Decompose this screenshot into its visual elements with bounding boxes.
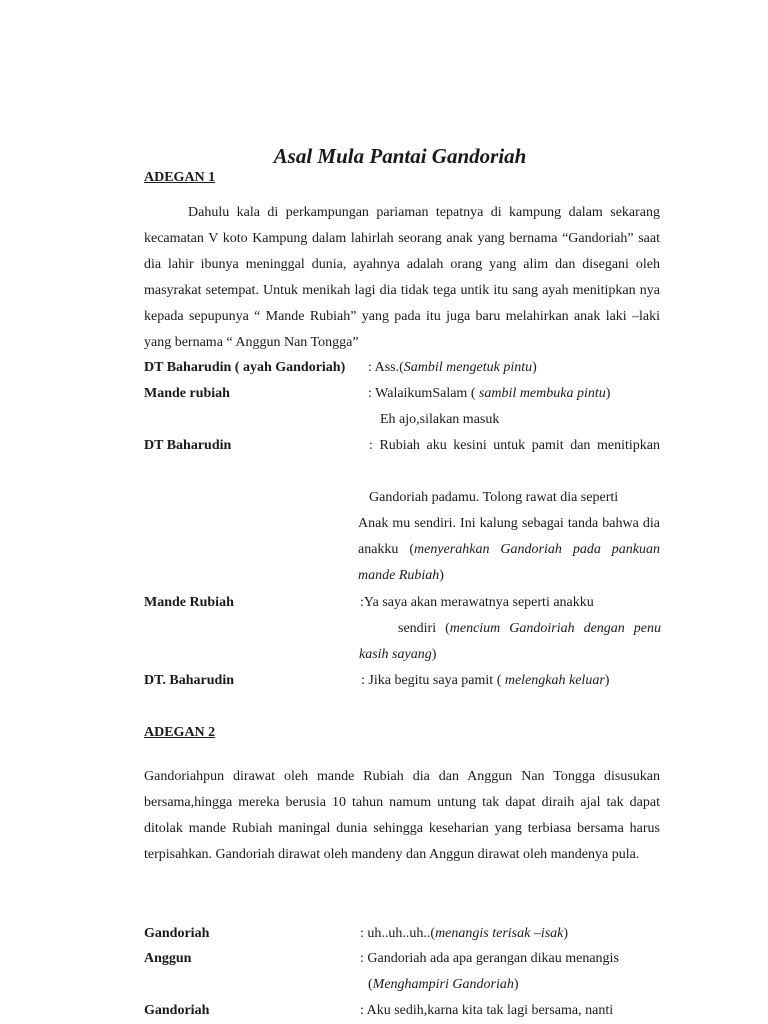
dialogue-speaker: Gandoriah	[144, 926, 210, 941]
scene-2-heading: ADEGAN 2	[144, 725, 216, 740]
dialogue-line: : Jika begitu saya pamit ( melengkah keluar)	[361, 673, 610, 688]
dialogue-speaker: DT. Baharudin	[144, 673, 234, 688]
dialogue-line: : Gandoriah ada apa gerangan dikau menangis	[360, 951, 619, 966]
dialogue-line: Eh ajo,silakan masuk	[380, 412, 500, 427]
scene-1-heading: ADEGAN 1	[144, 170, 216, 185]
stage-direction: Menghampiri Gandoriah	[372, 977, 514, 992]
dialogue-line: : WalaikumSalam ( sambil membuka pintu)	[368, 386, 611, 401]
stage-direction: menyerahkan Gandoriah pada pankuan mande Rubiah	[358, 542, 660, 583]
dialogue-line: :Ya saya akan merawatnya seperti anakku	[360, 595, 594, 610]
document-title: Asal Mula Pantai Gandoriah	[273, 144, 527, 168]
stage-direction: melengkah keluar	[504, 673, 605, 688]
dialogue-block: Anak mu sendiri. Ini kalung sebagai tanda bahwa dia anakku (menyerahkan Gandoriah pada pankuan mande Rubiah)	[358, 516, 660, 583]
scene-2-paragraph: Gandoriahpun dirawat oleh mande Rubiah dia dan Anggun Nan Tongga disusukan bersama,hingga mereka berusia 10 tahun namum untung tak dapat diraih ajal tak dapat ditolak mande Rubiah maningal dunia sehingga keseharian yang terbiasa bersama harus terpisahkan. Gandoriah dirawat oleh mandeny dan Anggun dirawat oleh mandenya pula.	[144, 769, 660, 862]
dialogue-line: Gandoriah padamu. Tolong rawat dia seperti	[369, 490, 619, 505]
stage-direction: menangis terisak –isak	[435, 926, 564, 941]
dialogue-speaker: Mande rubiah	[144, 386, 230, 401]
dialogue-line: : Ass.(Sambil mengetuk pintu)	[368, 360, 537, 375]
scene-1-paragraph: Dahulu kala di perkampungan pariaman tepatnya di kampung dalam sekarang kecamatan V koto Kampung dalam lahirlah seorang anak yang bernama “Gandoriah” saat dia lahir ibunya meninggal dunia, ayahnya adalah orang yang alim dan disegani oleh masyrakat setempat. Untuk menikah lagi dia tidak tega untik itu sang ayah menitipkan nya kepada sepupunya “ Mande Rubiah” yang pada itu juga baru melahirkan anak laki –laki yang bernama “ Anggun Nan Tongga”	[144, 205, 660, 350]
dialogue-speaker: Anggun	[144, 951, 192, 966]
dialogue-speaker: Gandoriah	[144, 1003, 210, 1018]
dialogue-line: : Rubiah aku kesini untuk pamit dan menitipkan	[369, 438, 660, 453]
dialogue-speaker: DT Baharudin	[144, 438, 232, 453]
dialogue-speaker: DT Baharudin ( ayah Gandoriah)	[144, 360, 346, 375]
dialogue-line: : uh..uh..uh..(menangis terisak –isak)	[360, 926, 569, 941]
stage-direction: Sambil mengetuk pintu	[403, 360, 533, 375]
dialogue-block: sendiri (mencium Gandoiriah dengan penu kasih sayang)	[359, 621, 661, 662]
dialogue-line: (Menghampiri Gandoriah)	[368, 977, 519, 992]
stage-direction: sambil membuka pintu	[478, 386, 606, 401]
dialogue-line: : Aku sedih,karna kita tak lagi bersama, nanti	[360, 1003, 614, 1018]
dialogue-speaker: Mande Rubiah	[144, 595, 234, 610]
stage-direction: mencium Gandoiriah dengan penu kasih sayang	[359, 621, 661, 662]
